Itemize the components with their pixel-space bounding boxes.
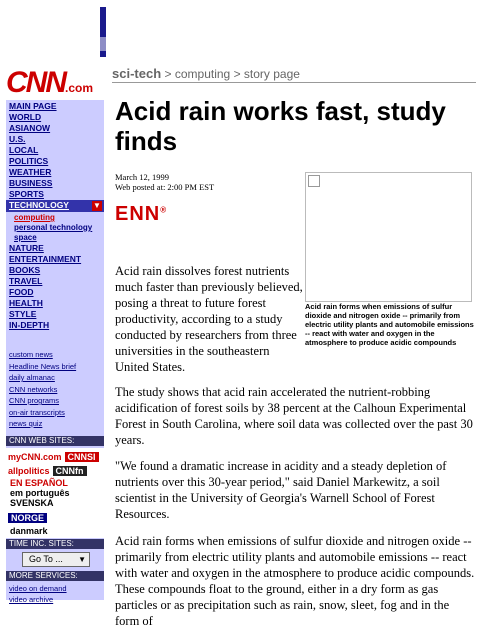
enn-source-logo[interactable]: ENN® [115,203,168,225]
technology-subnav [6,212,104,243]
nav-item[interactable]: SPORTS [9,189,44,199]
extra-link[interactable]: Headline News brief [9,361,77,371]
nav-item-technology[interactable]: TECHNOLOGY ▼ [6,200,104,212]
secondary-nav [6,243,104,331]
nav-item[interactable]: FOOD [9,287,34,297]
services-links [6,583,104,605]
extra-link[interactable]: daily almanac [9,373,55,382]
partner-sites [6,448,104,538]
header-divider [112,82,476,83]
main-nav [6,100,104,212]
nav-item[interactable]: IN-DEPTH [9,320,50,330]
nav-item[interactable]: ASIANOW [9,123,51,133]
breadcrumb-section[interactable]: sci-tech [112,66,162,81]
article-date: March 12, 1999 [115,172,170,182]
nav-item[interactable]: STYLE [9,309,37,319]
ad-banner-strip[interactable] [100,7,106,57]
lang-portugues[interactable]: em português [10,487,70,498]
extra-link[interactable]: custom news [9,350,53,359]
nav-item[interactable]: HEALTH [9,298,43,308]
lang-svenska[interactable]: SVENSKA [10,497,54,508]
breadcrumb: sci-tech > computing > story page [112,66,300,81]
breadcrumb-computing[interactable]: computing [174,67,231,81]
dropdown-arrow-icon: ▼ [78,554,86,564]
article-posted-time: Web posted at: 2:00 PM EST [115,182,215,192]
time-inc-heading: TIME INC. SITES: [6,539,104,549]
more-services-heading: MORE SERVICES: [6,571,104,581]
article-paragraph-1: Acid rain dissolves forest nutrients much faster than previously believed, posing a threat to future forest productivity, according to a study conducted by researchers from three universities in the southeastern United States. [115,264,303,374]
mycnn-logo[interactable]: myCNN.com [8,451,62,462]
extra-link[interactable]: CNN programs [9,396,60,405]
nav-item[interactable]: NATURE [9,243,44,253]
cnnsi-logo[interactable]: CNNSI [65,452,99,462]
article-paragraph-3: "We found a dramatic increase in acidity and a steady depletion of nutrients over this 30-year period," said Daniel Markewitz, a soil scientist in the University of Georgia's Warnell School of Forest Resources. [115,459,447,521]
cnn-logo[interactable]: CNN.com [6,66,94,99]
nav-item[interactable]: MAIN PAGE [9,101,57,111]
subnav-item[interactable]: space [14,233,37,242]
subnav-item-computing[interactable]: computing [14,213,55,222]
nav-item[interactable]: LOCAL [9,145,39,155]
cnnfn-logo[interactable]: CNNfn [53,466,87,476]
nav-item[interactable]: BUSINESS [9,178,53,188]
nav-item[interactable]: POLITICS [9,156,49,166]
photo-caption: Acid rain forms when emissions of sulfur dioxide and nitrogen oxide -- primarily from electric utility plants and automobile emissions -- react with water and oxygen in the atmosphere to produce acidic compounds [305,302,474,347]
nav-item[interactable]: TRAVEL [9,276,43,286]
breadcrumb-story-page: story page [243,67,300,81]
arrow-down-icon: ▼ [93,201,101,210]
lang-norge[interactable]: NORGE [8,513,47,523]
lang-espanol[interactable]: EN ESPAÑOL [10,477,68,488]
service-link[interactable]: video on demand [9,583,67,593]
subnav-item[interactable]: personal technology [14,223,93,232]
lang-danmark[interactable]: danmark [10,525,48,536]
sidebar [6,100,104,604]
article-dateline [115,172,214,192]
extra-link[interactable]: on-air transcripts [9,407,65,417]
article-paragraph-4: Acid rain forms when emissions of sulfur dioxide and nitrogen oxide -- primarily from electric utility plants and automobile emissions -- react with water and oxygen in the atmosphere to produce acidic compounds. These compounds float to the ground, either in a dry form as gas particles or as precipitation such as rain, snow, sleet, fog and in the form of [115,534,475,628]
service-link[interactable]: video archive [9,594,54,604]
article-paragraph-2: The study shows that acid rain accelerated the nutrient-robbing acidification of forest soils by 38 percent at the Calhoun Experimental Forest in South Carolina, where soil data was collected over the past 30 years. [115,385,473,447]
nav-item[interactable]: ENTERTAINMENT [9,254,82,264]
article-photo [305,172,472,302]
article-headline: Acid rain works fast, study finds [115,96,446,156]
broken-image-icon [308,175,320,187]
nav-item[interactable]: WEATHER [9,167,52,177]
allpolitics-logo[interactable]: allpolitics [8,465,50,476]
goto-select[interactable]: Go To ... ▼ [22,552,90,567]
web-sites-heading: CNN WEB SITES: [6,436,104,446]
nav-item[interactable]: U.S. [9,134,26,144]
nav-item[interactable]: WORLD [9,112,42,122]
extra-link[interactable]: news quiz [9,419,43,428]
extras-links [6,349,104,430]
nav-item[interactable]: BOOKS [9,265,41,275]
extra-link[interactable]: CNN networks [9,384,58,394]
